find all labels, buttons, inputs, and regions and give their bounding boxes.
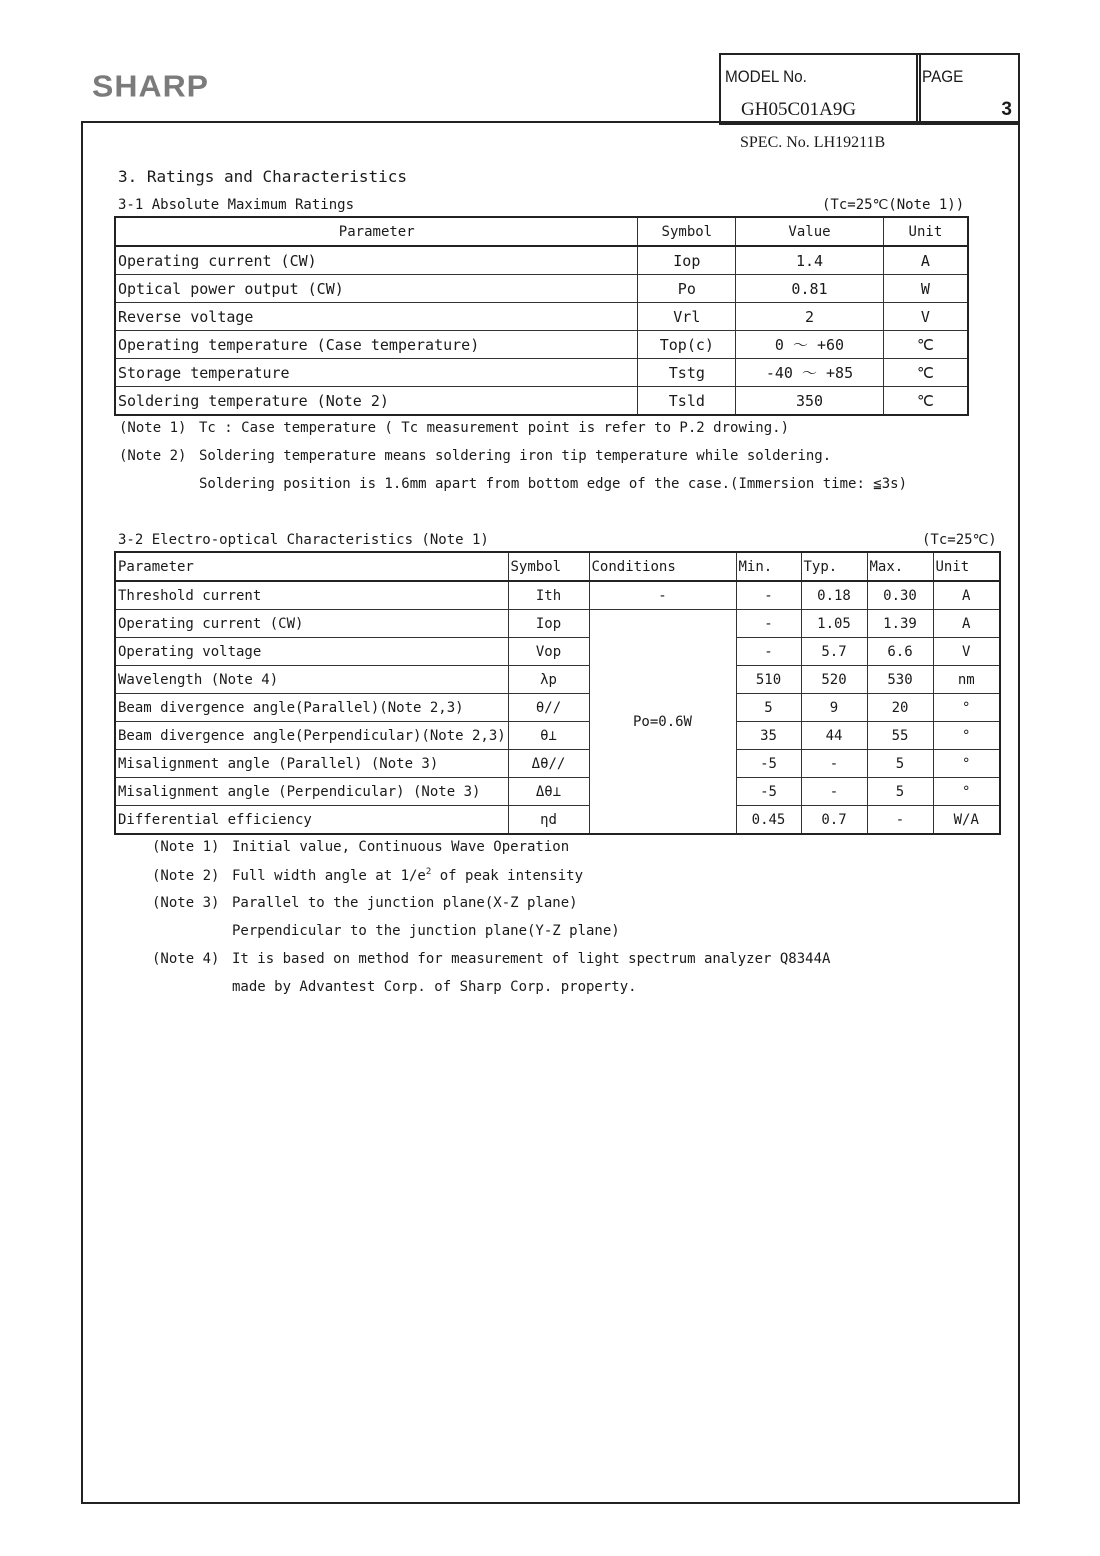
symbol-cell: Δθ// xyxy=(508,750,589,778)
unit-cell: W/A xyxy=(933,806,1000,835)
parameter-cell: Operating temperature (Case temperature) xyxy=(115,331,638,359)
typ-cell: 9 xyxy=(801,694,867,722)
model-label: MODEL No. xyxy=(725,67,807,86)
table-row xyxy=(115,359,968,387)
min-cell: - xyxy=(736,638,801,666)
conditions-cell: - xyxy=(589,581,736,610)
unit-cell: nm xyxy=(933,666,1000,694)
model-value: GH05C01A9G xyxy=(741,99,857,120)
symbol-cell: Vop xyxy=(508,638,589,666)
symbol-cell: Iop xyxy=(638,246,736,275)
table-row xyxy=(115,806,1000,835)
symbol-cell: λp xyxy=(508,666,589,694)
note-text: made by Advantest Corp. of Sharp Corp. property. xyxy=(232,979,637,995)
min-cell: -5 xyxy=(736,750,801,778)
eo-note-3 xyxy=(152,895,578,911)
symbol-cell: Vrl xyxy=(638,303,736,331)
value-cell: 350 xyxy=(736,387,884,416)
typ-cell: 1.05 xyxy=(801,610,867,638)
table-header-row xyxy=(115,552,1000,581)
header-cell: Symbol xyxy=(638,217,736,246)
note-label: (Note 2) xyxy=(152,868,220,884)
abs-max-condition: (Tc=25℃(Note 1)) xyxy=(822,197,965,213)
value-cell: -40 ～ +85 xyxy=(736,359,884,387)
typ-cell: 5.7 xyxy=(801,638,867,666)
parameter-cell: Misalignment angle (Parallel) (Note 3) xyxy=(115,750,508,778)
table-row xyxy=(115,331,968,359)
table-row xyxy=(115,666,1000,694)
parameter-cell: Operating current (CW) xyxy=(115,610,508,638)
min-cell: 5 xyxy=(736,694,801,722)
unit-cell: V xyxy=(933,638,1000,666)
table-row xyxy=(115,387,968,416)
symbol-cell: Iop xyxy=(508,610,589,638)
min-cell: - xyxy=(736,581,801,610)
parameter-cell: Beam divergence angle(Parallel)(Note 2,3) xyxy=(115,694,508,722)
unit-cell: ℃ xyxy=(883,387,968,416)
unit-cell: ℃ xyxy=(883,331,968,359)
header-cell: Conditions xyxy=(589,552,736,581)
eo-note-1 xyxy=(152,839,569,855)
model-number-box xyxy=(719,53,921,125)
note-text: Soldering temperature means soldering iron tip temperature while soldering. xyxy=(199,448,832,464)
parameter-cell: Wavelength (Note 4) xyxy=(115,666,508,694)
value-cell: 0 ～ +60 xyxy=(736,331,884,359)
max-cell: 0.30 xyxy=(867,581,933,610)
unit-cell: A xyxy=(933,581,1000,610)
min-cell: 35 xyxy=(736,722,801,750)
sharp-logo: SHARP xyxy=(92,68,210,104)
symbol-cell: θ⊥ xyxy=(508,722,589,750)
abs-max-title: 3-1 Absolute Maximum Ratings xyxy=(118,197,355,213)
parameter-cell: Misalignment angle (Perpendicular) (Note 3) xyxy=(115,778,508,806)
note-label: (Note 2) xyxy=(119,448,187,464)
max-cell: 5 xyxy=(867,750,933,778)
parameter-cell: Operating voltage xyxy=(115,638,508,666)
header-cell: Unit xyxy=(933,552,1000,581)
superscript: 2 xyxy=(425,867,432,877)
eo-note-4 xyxy=(152,951,830,967)
unit-cell: A xyxy=(883,246,968,275)
header-cell: Max. xyxy=(867,552,933,581)
unit-cell: ℃ xyxy=(883,359,968,387)
note-label: (Note 4) xyxy=(152,951,220,967)
abs-note-2-cont xyxy=(119,476,907,492)
note-text-tail: of peak intensity xyxy=(431,868,584,884)
parameter-cell: Soldering temperature (Note 2) xyxy=(115,387,638,416)
max-cell: 530 xyxy=(867,666,933,694)
parameter-cell: Differential efficiency xyxy=(115,806,508,835)
symbol-cell: Δθ⊥ xyxy=(508,778,589,806)
symbol-cell: Tsld xyxy=(638,387,736,416)
parameter-cell: Beam divergence angle(Perpendicular)(Note 2,3) xyxy=(115,722,508,750)
parameter-cell: Reverse voltage xyxy=(115,303,638,331)
unit-cell: ° xyxy=(933,750,1000,778)
max-cell: 55 xyxy=(867,722,933,750)
max-cell: 1.39 xyxy=(867,610,933,638)
section-title: 3. Ratings and Characteristics xyxy=(118,167,407,186)
eo-title: 3-2 Electro-optical Characteristics (Note 1) xyxy=(118,532,489,548)
table-row xyxy=(115,722,1000,750)
unit-cell: A xyxy=(933,610,1000,638)
header-cell: Typ. xyxy=(801,552,867,581)
page-number-box xyxy=(916,53,1020,125)
symbol-cell: Top(c) xyxy=(638,331,736,359)
header-cell: Min. xyxy=(736,552,801,581)
note-label: (Note 3) xyxy=(152,895,220,911)
table-row xyxy=(115,275,968,303)
note-text: Perpendicular to the junction plane(Y-Z plane) xyxy=(232,923,620,939)
symbol-cell: Tstg xyxy=(638,359,736,387)
typ-cell: 44 xyxy=(801,722,867,750)
note-text: Soldering position is 1.6mm apart from bottom edge of the case.(Immersion time: ≦3s) xyxy=(199,476,908,492)
note-label: (Note 1) xyxy=(119,420,187,436)
min-cell: 510 xyxy=(736,666,801,694)
header-cell: Symbol xyxy=(508,552,589,581)
value-cell: 0.81 xyxy=(736,275,884,303)
table-row xyxy=(115,246,968,275)
eo-condition: (Tc=25℃) xyxy=(922,532,997,548)
eo-note-2 xyxy=(152,867,583,884)
eo-table xyxy=(114,551,1001,835)
parameter-cell: Operating current (CW) xyxy=(115,246,638,275)
header-cell: Parameter xyxy=(115,552,508,581)
unit-cell: ° xyxy=(933,722,1000,750)
note-text: Initial value, Continuous Wave Operation xyxy=(232,839,570,855)
note-text: Tc : Case temperature ( Tc measurement point is refer to P.2 drowing.) xyxy=(199,420,790,436)
min-cell: -5 xyxy=(736,778,801,806)
abs-note-2 xyxy=(119,448,831,464)
symbol-cell: Ith xyxy=(508,581,589,610)
table-row xyxy=(115,610,1000,638)
note-text: It is based on method for measurement of light spectrum analyzer Q8344A xyxy=(232,951,831,967)
symbol-cell: ηd xyxy=(508,806,589,835)
unit-cell: W xyxy=(883,275,968,303)
page-label: PAGE xyxy=(922,67,964,86)
note-text: Parallel to the junction plane(X-Z plane) xyxy=(232,895,578,911)
unit-cell: ° xyxy=(933,694,1000,722)
note-label: (Note 1) xyxy=(152,839,220,855)
max-cell: - xyxy=(867,806,933,835)
parameter-cell: Optical power output (CW) xyxy=(115,275,638,303)
max-cell: 6.6 xyxy=(867,638,933,666)
value-cell: 1.4 xyxy=(736,246,884,275)
max-cell: 20 xyxy=(867,694,933,722)
typ-cell: - xyxy=(801,778,867,806)
parameter-cell: Threshold current xyxy=(115,581,508,610)
table-row xyxy=(115,778,1000,806)
unit-cell: V xyxy=(883,303,968,331)
header-cell: Value xyxy=(736,217,884,246)
abs-note-1 xyxy=(119,420,789,436)
typ-cell: 0.18 xyxy=(801,581,867,610)
page-value: 3 xyxy=(1001,99,1012,120)
header-cell: Unit xyxy=(883,217,968,246)
header-cell: Parameter xyxy=(115,217,638,246)
table-row xyxy=(115,750,1000,778)
min-cell: - xyxy=(736,610,801,638)
note-text: Full width angle at 1/e xyxy=(232,868,426,884)
unit-cell: ° xyxy=(933,778,1000,806)
parameter-cell: Storage temperature xyxy=(115,359,638,387)
typ-cell: - xyxy=(801,750,867,778)
table-row xyxy=(115,638,1000,666)
typ-cell: 520 xyxy=(801,666,867,694)
table-row xyxy=(115,303,968,331)
eo-note-3-cont xyxy=(152,923,620,939)
table-row xyxy=(115,694,1000,722)
conditions-merged-cell: Po=0.6W xyxy=(589,610,736,835)
max-cell: 5 xyxy=(867,778,933,806)
abs-max-table xyxy=(114,216,969,416)
eo-note-4-cont xyxy=(152,979,637,995)
typ-cell: 0.7 xyxy=(801,806,867,835)
symbol-cell: Po xyxy=(638,275,736,303)
table-header-row xyxy=(115,217,968,246)
min-cell: 0.45 xyxy=(736,806,801,835)
spec-number: SPEC. No. LH19211B xyxy=(740,134,886,151)
table-row xyxy=(115,581,1000,610)
value-cell: 2 xyxy=(736,303,884,331)
symbol-cell: θ// xyxy=(508,694,589,722)
